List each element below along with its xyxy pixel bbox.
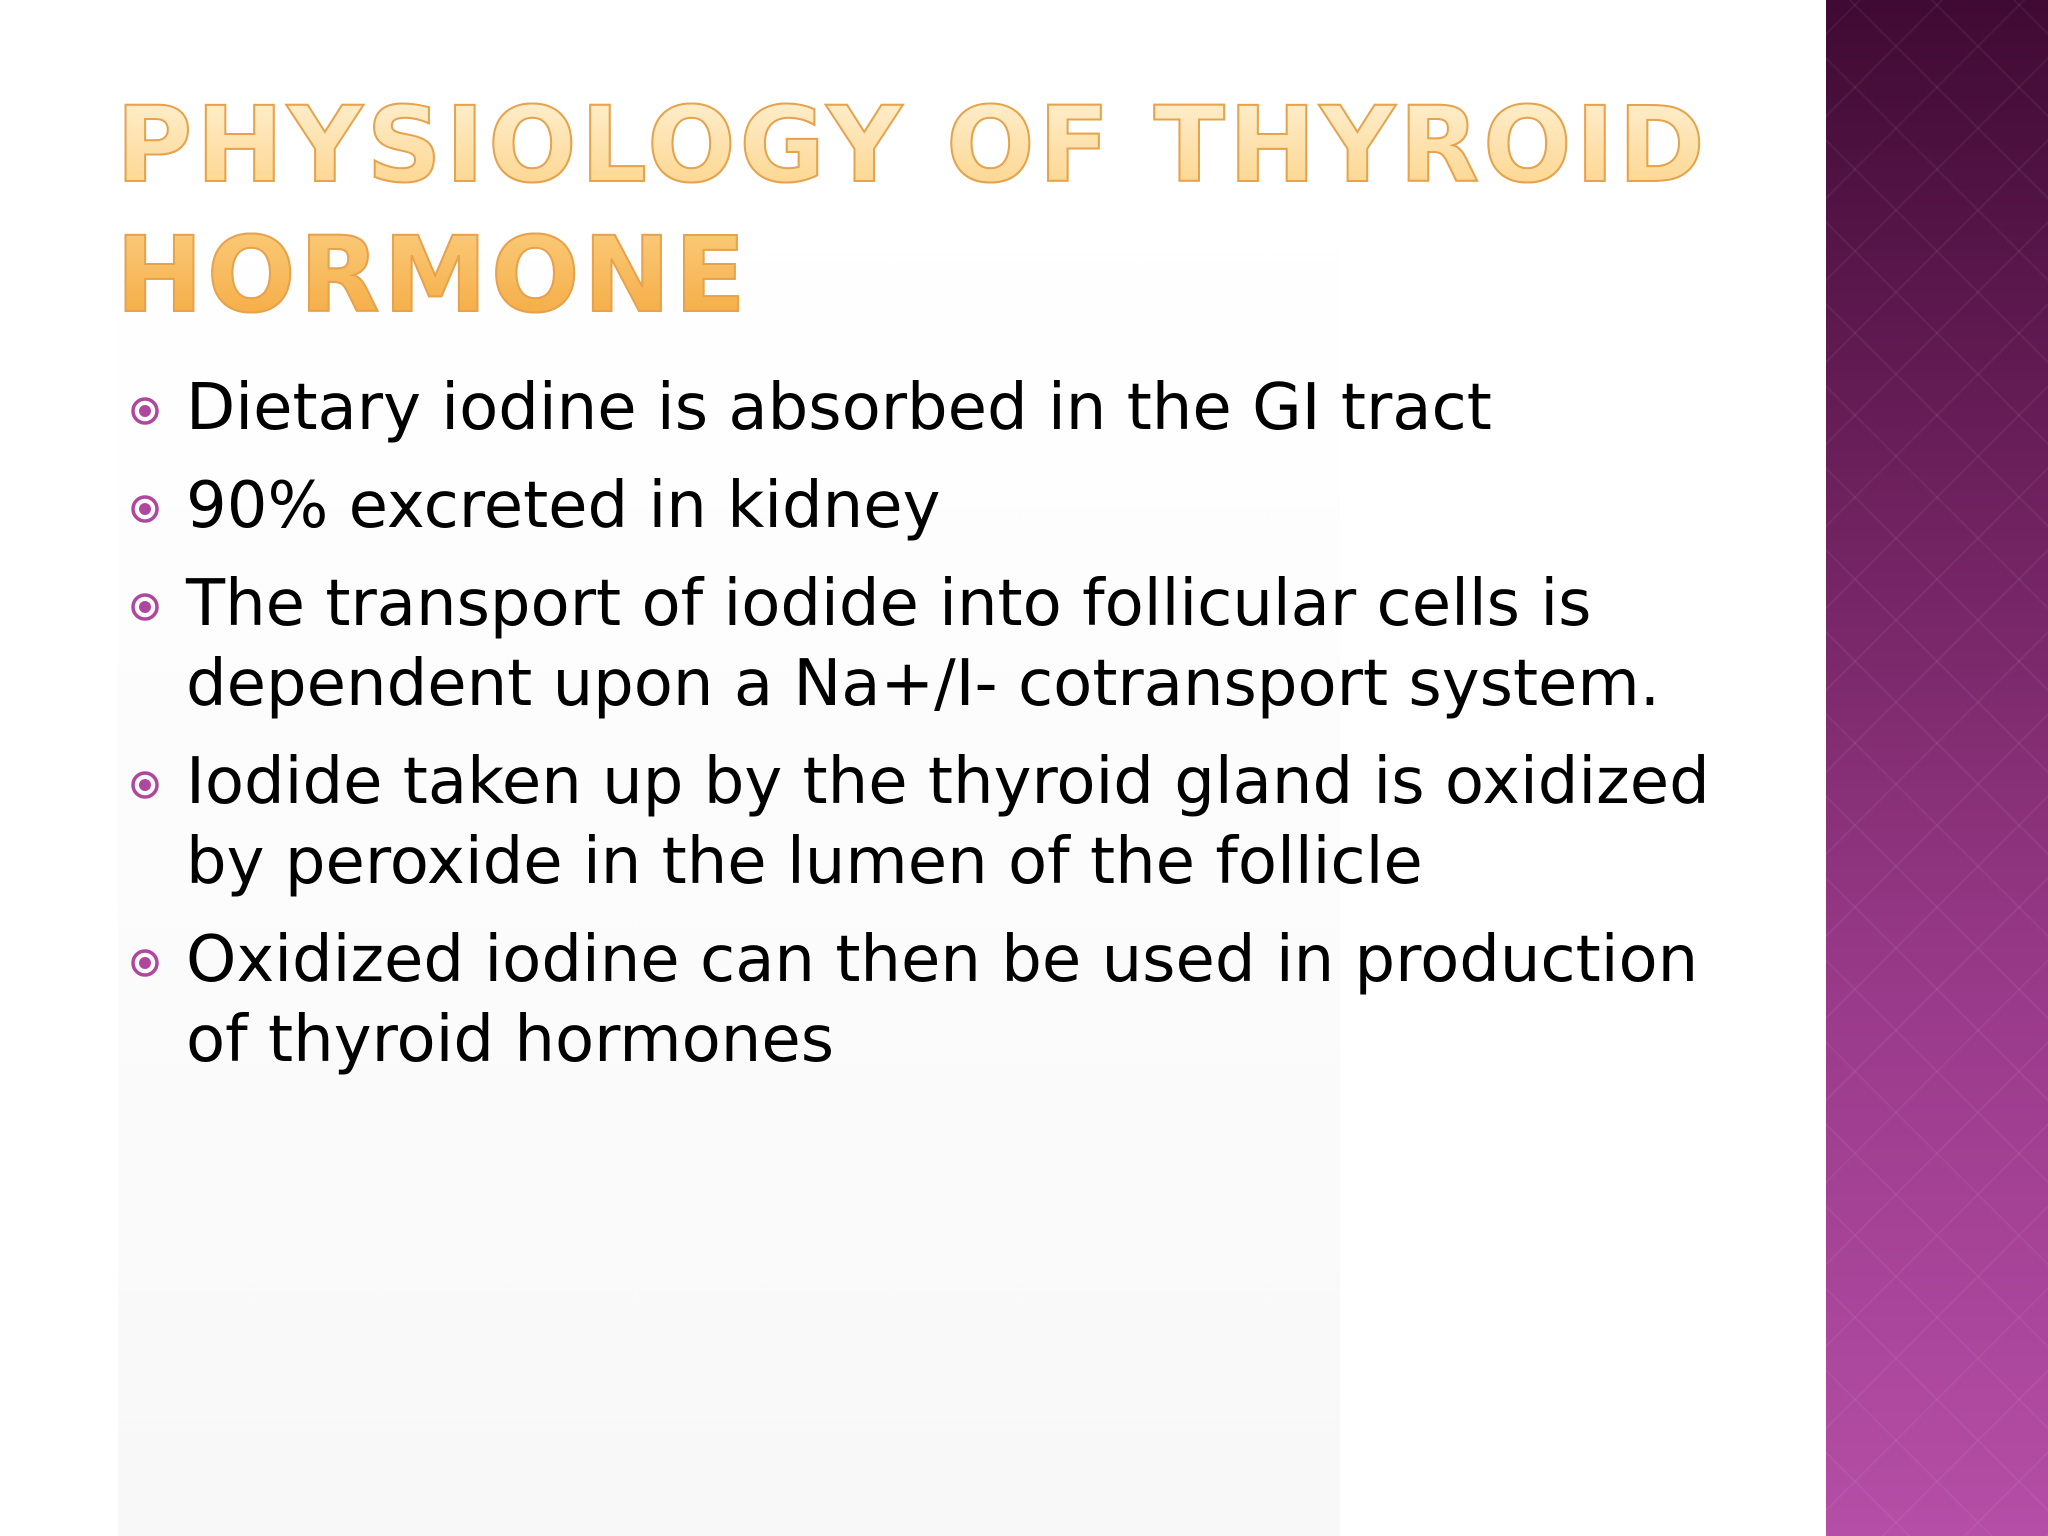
bullet-item bbox=[130, 466, 1730, 546]
slide-title: PHYSIOLOGY OF THYROID HORMONE bbox=[116, 80, 1756, 340]
bullet-item bbox=[130, 564, 1730, 724]
bullet-item bbox=[130, 368, 1730, 448]
decorative-side-band bbox=[1826, 0, 2048, 1536]
bullet-text: Dietary iodine is absorbed in the GI tract bbox=[186, 371, 1492, 445]
circled-dot-icon bbox=[130, 494, 160, 524]
bullet-text: The transport of iodide into follicular cells is dependent upon a Na+/I- cotransport system. bbox=[186, 567, 1661, 721]
diamond-pattern bbox=[1826, 0, 2048, 1536]
bullet-list bbox=[130, 368, 1730, 1098]
circled-dot-icon bbox=[130, 948, 160, 978]
circled-dot-icon bbox=[130, 592, 160, 622]
bullet-text: Oxidized iodine can then be used in production of thyroid hormones bbox=[186, 923, 1699, 1077]
bullet-text: 90% excreted in kidney bbox=[186, 469, 941, 543]
bullet-item bbox=[130, 742, 1730, 902]
bullet-item bbox=[130, 920, 1730, 1080]
bullet-text: Iodide taken up by the thyroid gland is oxidized by peroxide in the lumen of the follicle bbox=[186, 745, 1710, 899]
circled-dot-icon bbox=[130, 770, 160, 800]
circled-dot-icon bbox=[130, 396, 160, 426]
